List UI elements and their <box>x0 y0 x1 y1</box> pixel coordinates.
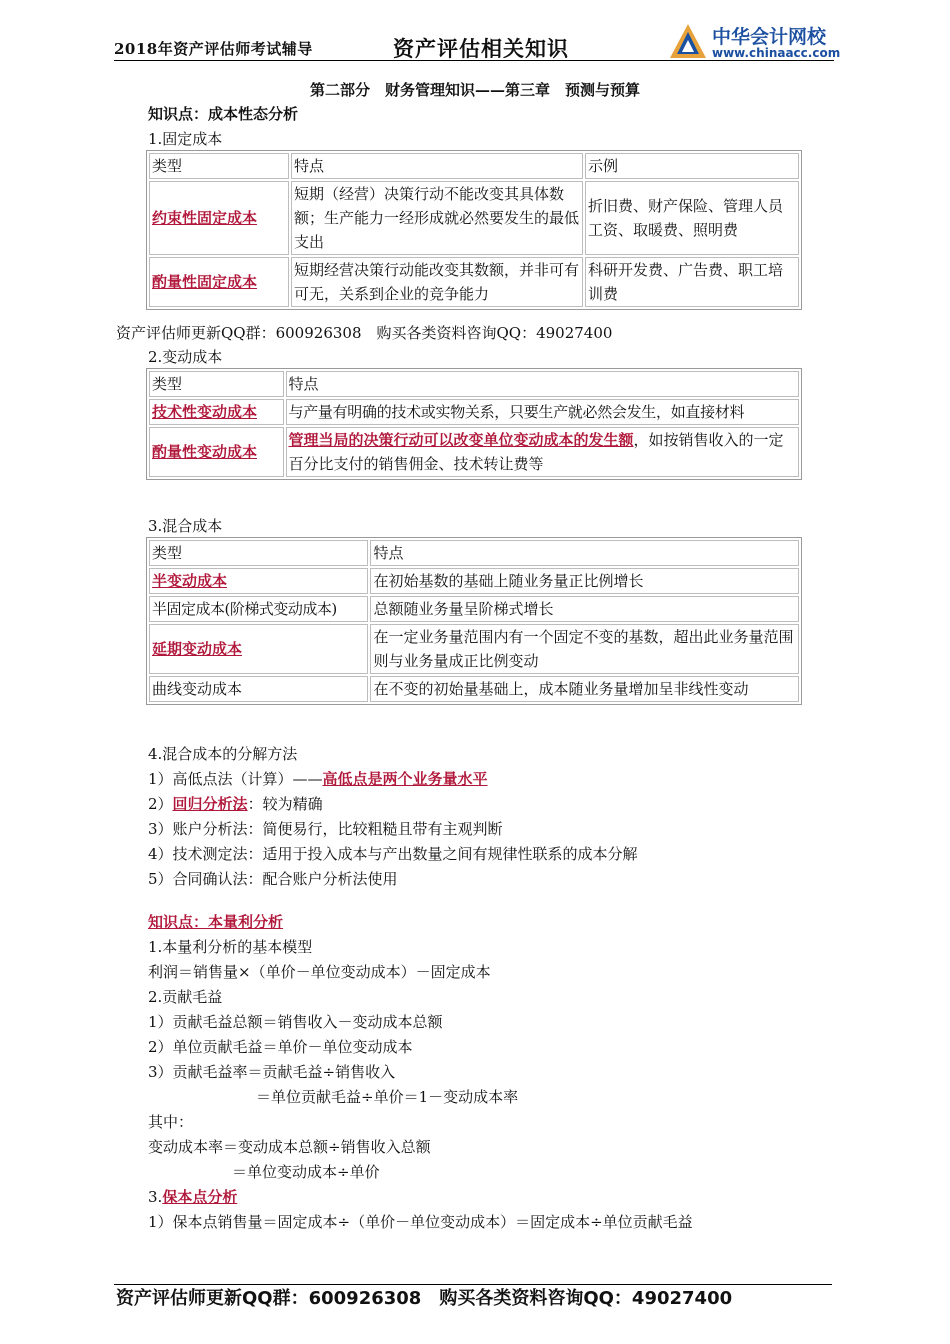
mixed-cost-table <box>146 537 802 705</box>
type-cell[interactable] <box>149 427 284 477</box>
table-header-row <box>149 540 799 566</box>
breakeven-link[interactable]: 保本点分析 <box>162 1188 238 1206</box>
feature-cell: 总额随业务量呈阶梯式增长 <box>370 596 799 622</box>
method-item: 5）合同确认法：配合账户分析法使用 <box>148 870 398 888</box>
table-row <box>149 427 799 477</box>
cvp-line: 其中： <box>148 1113 194 1131</box>
type-link[interactable]: 酌量性变动成本 <box>152 443 258 461</box>
section-fixed-cost: 1.固定成本 <box>148 130 223 148</box>
footer-qq: 资产评估师更新QQ群：600926308 购买各类资料咨询QQ：49027400 <box>116 1288 733 1309</box>
method-text: ：较为精确 <box>247 795 323 813</box>
type-cell[interactable] <box>149 568 368 594</box>
header-cell: 类型 <box>149 371 284 397</box>
cvp-line: 1）贡献毛益总额＝销售收入－变动成本总额 <box>148 1013 443 1031</box>
header-cell: 示例 <box>585 153 799 179</box>
header-cell: 类型 <box>149 153 289 179</box>
fixed-cost-table <box>146 150 802 310</box>
cvp-line: 1.本量利分析的基本模型 <box>148 938 313 956</box>
type-link[interactable]: 约束性固定成本 <box>152 209 258 227</box>
type-link[interactable]: 延期变动成本 <box>152 640 243 658</box>
header-course-label: 2018年资产评估师考试辅导 <box>114 40 313 58</box>
triangle-logo-icon <box>668 22 708 62</box>
table-row <box>149 624 799 674</box>
type-link[interactable]: 技术性变动成本 <box>152 403 258 421</box>
header-divider <box>114 60 834 61</box>
knowledge-point-heading: 知识点：成本性态分析 <box>148 105 299 123</box>
qq-group-line: 资产评估师更新QQ群：600926308 购买各类资料咨询QQ：49027400 <box>116 324 613 342</box>
table-header-row <box>149 371 799 397</box>
type-cell[interactable] <box>149 624 368 674</box>
table-row <box>149 596 799 622</box>
section-mixed-cost: 3.混合成本 <box>148 517 223 535</box>
table-header-row <box>149 153 799 179</box>
cvp-line: 利润＝销售量×（单价－单位变动成本）－固定成本 <box>148 963 491 981</box>
feature-text: ，如按销售收入的一定百分比支付的销售佣金、技术转让费等 <box>288 431 784 473</box>
type-link[interactable]: 半变动成本 <box>152 572 228 590</box>
page-title: 第二部分 财务管理知识——第三章 预测与预算 <box>309 81 640 99</box>
table-row <box>149 676 799 702</box>
feature-cell: 在初始基数的基础上随业务量正比例增长 <box>370 568 799 594</box>
section-variable-cost: 2.变动成本 <box>148 348 223 366</box>
type-cell[interactable] <box>149 181 289 255</box>
cvp-text: 3. <box>148 1188 163 1206</box>
header-cell: 特点 <box>370 540 799 566</box>
logo-url: www.chinaacc.com <box>712 46 841 60</box>
table-row <box>149 257 799 307</box>
type-cell[interactable] <box>149 399 284 425</box>
variable-cost-table <box>146 368 802 480</box>
feature-cell: 与产量有明确的技术或实物关系，只要生产就必然会发生，如直接材料 <box>286 399 800 425</box>
cvp-line <box>148 1186 237 1207</box>
header-subject-title: 资产评估相关知识 <box>393 36 569 61</box>
highlight-link[interactable]: 管理当局的决策行动可以改变单位变动成本的发生额 <box>288 431 634 449</box>
cvp-line: 2.贡献毛益 <box>148 988 223 1006</box>
feature-cell: 短期（经营）决策行动不能改变其具体数额；生产能力一经形成就必然要发生的最低支出 <box>291 181 583 255</box>
cvp-line: 3）贡献毛益率＝贡献毛益÷销售收入 <box>148 1063 396 1081</box>
cvp-line: 2）单位贡献毛益＝单价－单位变动成本 <box>148 1038 413 1056</box>
header-cell: 类型 <box>149 540 368 566</box>
type-cell[interactable] <box>149 257 289 307</box>
example-cell: 科研开发费、广告费、职工培训费 <box>585 257 799 307</box>
knowledge-point-link[interactable]: 知识点：本量利分析 <box>148 913 284 931</box>
type-link[interactable]: 酌量性固定成本 <box>152 273 258 291</box>
knowledge-point-cvp[interactable] <box>148 911 283 932</box>
table-row <box>149 399 799 425</box>
header-cell: 特点 <box>291 153 583 179</box>
method-item: 4）技术测定法：适用于投入成本与产出数量之间有规律性联系的成本分解 <box>148 845 638 863</box>
type-cell: 半固定成本(阶梯式变动成本) <box>149 596 368 622</box>
cvp-line: 变动成本率＝变动成本总额÷销售收入总额 <box>148 1138 431 1156</box>
method-item <box>148 793 323 814</box>
method-link[interactable]: 回归分析法 <box>172 795 248 813</box>
method-text: 1）高低点法（计算）—— <box>148 770 323 788</box>
cvp-line: ＝单位变动成本÷单价 <box>232 1163 380 1181</box>
feature-cell: 短期经营决策行动能改变其数额，并非可有可无，关系到企业的竞争能力 <box>291 257 583 307</box>
cvp-line: 1）保本点销售量＝固定成本÷（单价－单位变动成本）＝固定成本÷单位贡献毛益 <box>148 1213 693 1231</box>
logo-name: 中华会计网校 <box>712 26 827 48</box>
feature-cell: 在一定业务量范围内有一个固定不变的基数，超出此业务量范围则与业务量成正比例变动 <box>370 624 799 674</box>
cvp-line: ＝单位贡献毛益÷单价＝1－变动成本率 <box>256 1088 519 1106</box>
header-cell: 特点 <box>286 371 800 397</box>
method-item <box>148 768 488 789</box>
section-decomposition: 4.混合成本的分解方法 <box>148 745 298 763</box>
feature-cell <box>286 427 800 477</box>
method-link[interactable]: 高低点是两个业务量水平 <box>322 770 488 788</box>
feature-cell: 在不变的初始量基础上，成本随业务量增加呈非线性变动 <box>370 676 799 702</box>
type-cell: 曲线变动成本 <box>149 676 368 702</box>
method-text: 2） <box>148 795 173 813</box>
site-logo[interactable] <box>668 18 848 64</box>
method-item: 3）账户分析法：简便易行，比较粗糙且带有主观判断 <box>148 820 503 838</box>
example-cell: 折旧费、财产保险、管理人员工资、取暖费、照明费 <box>585 181 799 255</box>
table-row <box>149 568 799 594</box>
table-row <box>149 181 799 255</box>
